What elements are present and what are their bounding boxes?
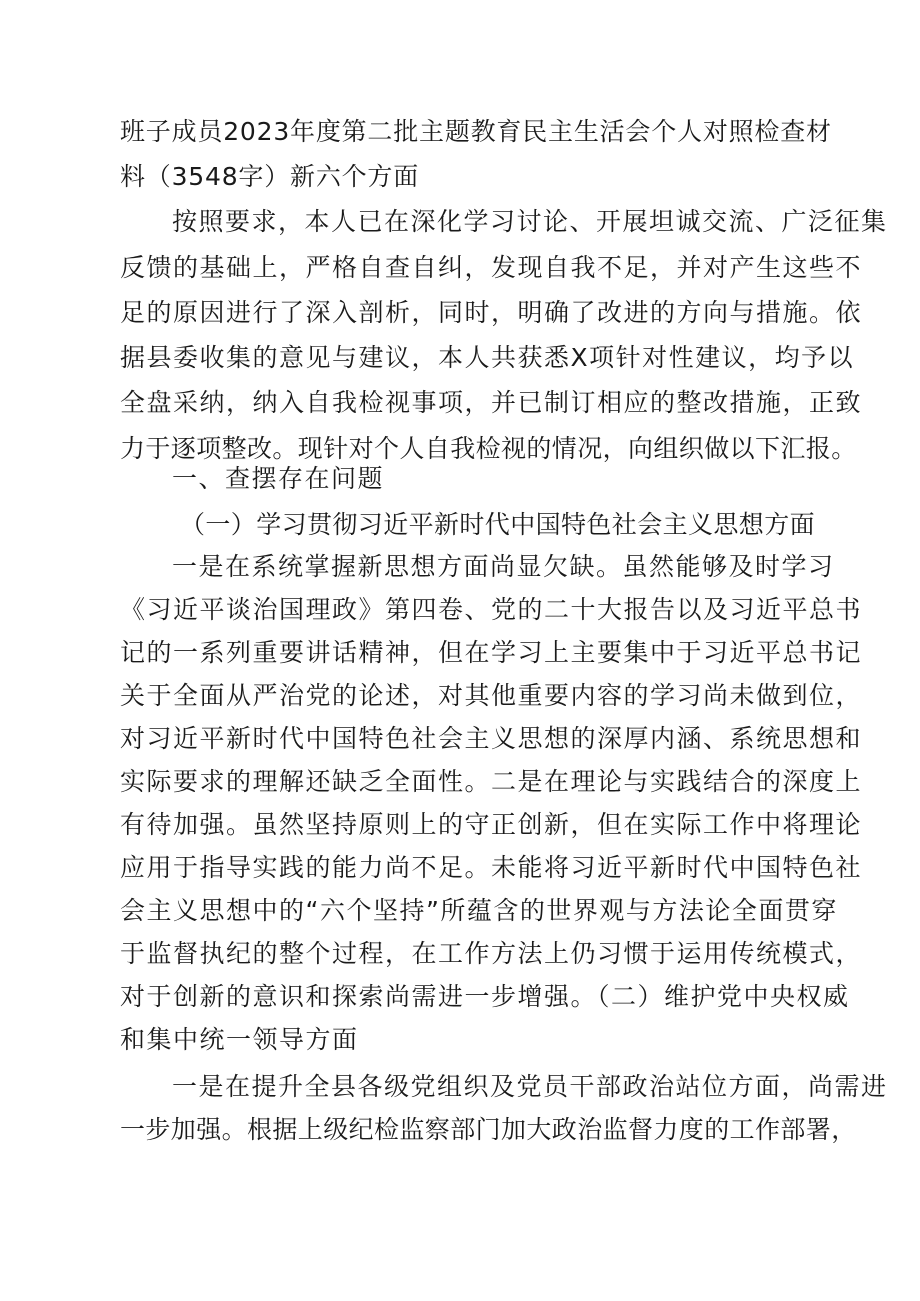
body-paragraph-line: 会主义思想中的“六个坚持”所蕴含的世界观与方法论全面贯穿 (120, 896, 838, 925)
body-paragraph-line: 《习近平谈治国理政》第四卷、党的二十大报告以及习近平总书 (120, 595, 863, 624)
intro-paragraph-line: 反馈的基础上，严格自查自纠，发现自我不足，并对产生这些不 (120, 253, 863, 282)
section-heading: 一、查摆存在问题 (172, 464, 385, 493)
body-paragraph-line: 应用于指导实践的能力尚不足。未能将习近平新时代中国特色社 (120, 853, 863, 882)
subsection-heading-inline: 和集中统一领导方面 (120, 1025, 359, 1054)
body-paragraph-line: 有待加强。虽然坚持原则上的守正创新，但在实际工作中将理论 (120, 810, 863, 839)
subsection-heading: （一）学习贯彻习近平新时代中国特色社会主义思想方面 (180, 510, 816, 539)
body-paragraph-line: 对于创新的意识和探索尚需进一步增强。（二）维护党中央权威 (120, 982, 850, 1011)
body-paragraph-line: 对习近平新时代中国特色社会主义思想的深厚内涵、系统思想和 (120, 724, 863, 753)
intro-paragraph-line: 据县委收集的意见与建议，本人共获悉X项针对性建议，均予以 (120, 343, 855, 372)
body-paragraph-line: 一是在提升全县各级党组织及党员干部政治站位方面，尚需进 (172, 1072, 888, 1101)
document-title-line-2: 料（3548字）新六个方面 (120, 162, 420, 191)
body-paragraph-line: 于监督执纪的整个过程，在工作方法上仍习惯于运用传统模式， (120, 939, 863, 968)
body-paragraph-line: 记的一系列重要讲话精神，但在学习上主要集中于习近平总书记 (120, 638, 863, 667)
body-paragraph-line: 一步加强。根据上级纪检监察部门加大政治监督力度的工作部署， (120, 1115, 857, 1144)
body-paragraph-line: 实际要求的理解还缺乏全面性。二是在理论与实践结合的深度上 (120, 767, 863, 796)
intro-paragraph-line: 全盘采纳，纳入自我检视事项，并已制订相应的整改措施，正致 (120, 388, 863, 417)
intro-paragraph-line: 按照要求，本人已在深化学习讨论、开展坦诚交流、广泛征集 (172, 207, 888, 236)
document-title-line-1: 班子成员2023年度第二批主题教育民主生活会个人对照检查材 (120, 117, 832, 146)
body-paragraph-line: 一是在系统掌握新思想方面尚显欠缺。虽然能够及时学习 (172, 552, 835, 581)
intro-paragraph-line: 足的原因进行了深入剖析，同时，明确了改进的方向与措施。依 (120, 298, 863, 327)
body-paragraph-line: 关于全面从严治党的论述，对其他重要内容的学习尚未做到位， (120, 681, 863, 710)
intro-paragraph-line: 力于逐项整改。现针对个人自我检视的情况，向组织做以下汇报。 (120, 434, 857, 463)
